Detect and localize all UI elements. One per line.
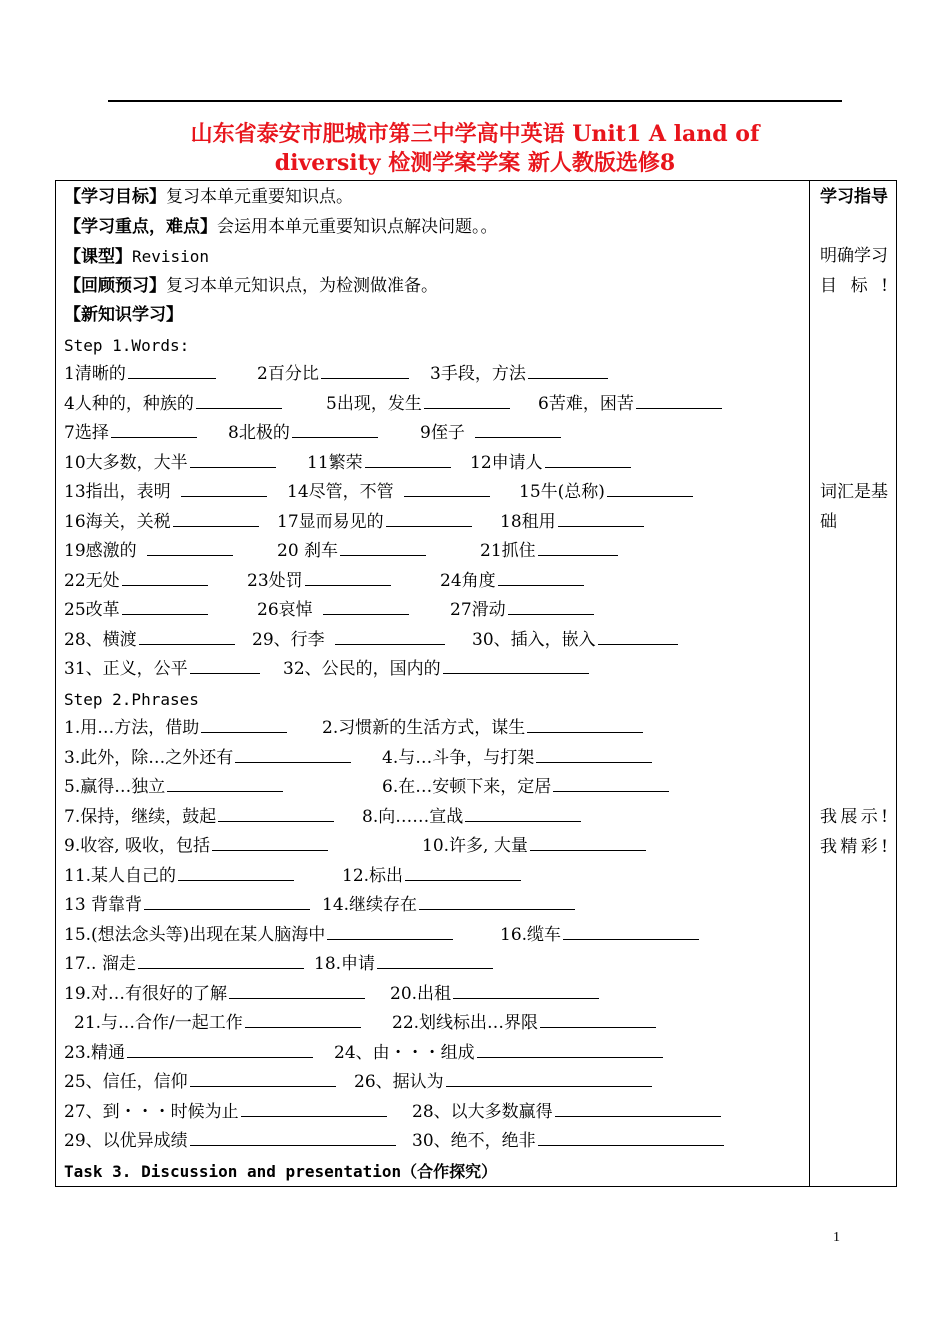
answer-blank[interactable] xyxy=(127,1040,313,1058)
phrase-row xyxy=(64,832,804,862)
guide-note-4 xyxy=(820,803,888,862)
phrase-row xyxy=(64,744,804,774)
title-line-2: diversity 检测学案学案 新人教版选修8 xyxy=(274,150,676,176)
word-item: 25改革 xyxy=(64,600,120,620)
answer-blank[interactable] xyxy=(424,391,510,409)
word-row xyxy=(64,626,804,656)
phrase-item: 25、信任，信仰 xyxy=(64,1072,188,1092)
focus-text: 会运用本单元重要知识点解决问题。。 xyxy=(217,216,498,237)
answer-blank[interactable] xyxy=(190,1069,336,1087)
answer-blank[interactable] xyxy=(181,479,267,497)
type-label: 【课型】 xyxy=(64,247,132,267)
phrase-item: 14.继续存在 xyxy=(322,895,418,915)
word-item: 1清晰的 xyxy=(64,364,126,384)
word-item: 22无处 xyxy=(64,570,120,591)
answer-blank[interactable] xyxy=(538,1128,724,1146)
word-item: 26哀悼 xyxy=(257,600,313,620)
phrase-item: 30、绝不，绝非 xyxy=(412,1131,536,1151)
word-row xyxy=(64,360,804,390)
phrase-row xyxy=(64,714,804,744)
answer-blank[interactable] xyxy=(528,361,608,379)
word-row xyxy=(64,508,804,538)
word-row xyxy=(64,567,804,597)
phrase-row xyxy=(64,1009,804,1039)
word-item: 16海关，关税 xyxy=(64,511,171,532)
answer-blank[interactable] xyxy=(536,745,652,763)
answer-blank[interactable] xyxy=(636,391,722,409)
answer-blank[interactable] xyxy=(218,804,334,822)
phrase-item: 23.精通 xyxy=(64,1042,126,1063)
word-item: 3手段，方法 xyxy=(430,364,526,384)
answer-blank[interactable] xyxy=(553,774,669,792)
word-row xyxy=(64,449,804,479)
answer-blank[interactable] xyxy=(405,863,521,881)
answer-blank[interactable] xyxy=(545,450,631,468)
goal-text: 复习本单元重要知识点。 xyxy=(166,187,353,207)
word-item: 10大多数，大半 xyxy=(64,452,188,473)
step2-heading: Step 2.Phrases xyxy=(64,689,199,709)
word-item: 12申请人 xyxy=(470,452,543,473)
answer-blank[interactable] xyxy=(147,538,233,556)
phrase-row xyxy=(64,773,804,803)
phrase-item: 13 背靠背 xyxy=(64,895,143,915)
answer-blank[interactable] xyxy=(235,745,351,763)
phrase-row xyxy=(64,803,804,833)
word-item: 4人种的，种族的 xyxy=(64,393,194,414)
answer-blank[interactable] xyxy=(229,981,365,999)
phrase-item: 18.申请 xyxy=(314,954,376,974)
phrase-item: 28、以大多数赢得 xyxy=(412,1101,553,1122)
phrase-item: 7.保持，继续，鼓起 xyxy=(64,806,217,827)
guide-text: 学习指导 xyxy=(820,187,888,207)
word-row xyxy=(64,655,804,685)
answer-blank[interactable] xyxy=(607,479,693,497)
top-rule xyxy=(108,100,842,102)
answer-blank[interactable] xyxy=(508,597,594,615)
answer-blank[interactable] xyxy=(241,1099,387,1117)
phrase-item: 6.在…安顿下来，定居 xyxy=(382,777,552,797)
answer-blank[interactable] xyxy=(419,892,575,910)
answer-blank[interactable] xyxy=(178,863,294,881)
word-item: 20 刹车 xyxy=(277,541,339,561)
answer-blank[interactable] xyxy=(128,361,216,379)
phrase-item: 21.与…合作/一起工作 xyxy=(74,1013,243,1033)
focus-label: 【学习重点，难点】 xyxy=(64,216,217,237)
answer-blank[interactable] xyxy=(327,922,453,940)
answer-blank[interactable] xyxy=(404,479,490,497)
answer-blank[interactable] xyxy=(190,450,276,468)
phrase-item: 24、由・・・组成 xyxy=(334,1042,475,1063)
answer-blank[interactable] xyxy=(122,597,208,615)
phrase-item: 4.与…斗争，与打架 xyxy=(382,747,535,768)
phrase-item: 20.出租 xyxy=(390,983,452,1004)
word-item: 23处罚 xyxy=(247,570,303,591)
answer-blank[interactable] xyxy=(530,833,646,851)
word-item: 15牛(总称) xyxy=(519,482,605,502)
answer-blank[interactable] xyxy=(292,420,378,438)
phrase-item: 16.缆车 xyxy=(500,924,562,945)
answer-blank[interactable] xyxy=(201,715,287,733)
word-item: 21抓住 xyxy=(480,541,536,561)
phrase-row xyxy=(64,921,804,951)
word-item: 14尽管，不管 xyxy=(287,482,394,502)
guide-text: 明确学习目标! xyxy=(820,246,888,296)
phrase-item: 15.(想法念头等)出现在某人脑海中 xyxy=(64,924,326,945)
phrase-row xyxy=(64,1098,804,1128)
step1-heading: Step 1.Words: xyxy=(64,335,190,355)
answer-blank[interactable] xyxy=(167,774,283,792)
phrase-item: 17.. 溜走 xyxy=(64,954,136,974)
word-item: 9侄子 xyxy=(420,423,465,443)
phrase-row xyxy=(64,1127,804,1157)
phrase-item: 19.对…有很好的了解 xyxy=(64,983,228,1004)
word-item: 27滑动 xyxy=(450,600,506,620)
guide-note-2 xyxy=(820,242,888,301)
word-row xyxy=(64,537,804,567)
answer-blank[interactable] xyxy=(139,627,235,645)
phrase-row xyxy=(64,980,804,1010)
type-text: Revision xyxy=(132,247,210,266)
answer-blank[interactable] xyxy=(563,922,699,940)
word-item: 31、正义，公平 xyxy=(64,659,188,679)
answer-blank[interactable] xyxy=(245,1010,361,1028)
answer-blank[interactable] xyxy=(335,627,445,645)
word-item: 28、横渡 xyxy=(64,629,137,650)
answer-blank[interactable] xyxy=(190,656,260,674)
answer-blank[interactable] xyxy=(138,951,304,969)
phrase-item: 11.某人自己的 xyxy=(64,865,177,886)
guide-note-1 xyxy=(820,183,888,213)
phrase-item: 27、到・・・时候为止 xyxy=(64,1101,239,1122)
word-item: 17显而易见的 xyxy=(277,511,384,532)
phrase-item: 3.此外，除…之外还有 xyxy=(64,747,234,768)
answer-blank[interactable] xyxy=(111,420,197,438)
answer-blank[interactable] xyxy=(173,509,259,527)
guide-note-3 xyxy=(820,478,888,537)
word-row xyxy=(64,419,804,449)
column-divider xyxy=(809,180,810,1187)
phrase-item: 1.用…方法，借助 xyxy=(64,718,200,738)
word-item: 7选择 xyxy=(64,423,109,443)
answer-blank[interactable] xyxy=(305,568,391,586)
review-label: 【回顾预习】 xyxy=(64,275,166,296)
phrase-item: 9.收容, 吸收，包括 xyxy=(64,836,211,856)
answer-blank[interactable] xyxy=(475,420,561,438)
page-number: 1 xyxy=(833,1230,840,1245)
answer-blank[interactable] xyxy=(321,361,409,379)
answer-blank[interactable] xyxy=(538,538,618,556)
phrase-row xyxy=(64,1039,804,1069)
answer-blank[interactable] xyxy=(540,1010,656,1028)
goal-label: 【学习目标】 xyxy=(64,187,166,207)
word-item: 18租用 xyxy=(500,511,556,532)
phrase-item: 10.许多, 大量 xyxy=(422,836,528,856)
answer-blank[interactable] xyxy=(190,1128,396,1146)
new-learning-label: 【新知识学习】 xyxy=(64,305,183,325)
phrase-item: 26、据认为 xyxy=(354,1072,444,1092)
phrase-row xyxy=(64,891,804,921)
phrase-row xyxy=(64,862,804,892)
phrase-item: 8.向……宣战 xyxy=(362,806,464,827)
word-row xyxy=(64,478,804,508)
word-item: 5出现，发生 xyxy=(326,393,422,414)
answer-blank[interactable] xyxy=(196,391,282,409)
phrase-item: 22.划线标出…界限 xyxy=(392,1013,539,1033)
phrase-item: 5.赢得…独立 xyxy=(64,777,166,797)
guide-text: 我展示! 我精彩! xyxy=(820,807,888,857)
answer-blank[interactable] xyxy=(212,833,328,851)
word-row xyxy=(64,596,804,626)
answer-blank[interactable] xyxy=(340,538,426,556)
task3-heading: Task 3. Discussion and presentation（合作探究） xyxy=(64,1161,498,1181)
review-text: 复习本单元知识点，为检测做准备。 xyxy=(166,275,438,296)
phrase-item: 12.标出 xyxy=(342,865,404,886)
word-item: 30、插入，嵌入 xyxy=(472,629,596,650)
answer-blank[interactable] xyxy=(443,656,589,674)
answer-blank[interactable] xyxy=(555,1099,721,1117)
phrase-item: 2.习惯新的生活方式，谋生 xyxy=(322,718,526,738)
phrase-item: 29、以优异成绩 xyxy=(64,1131,188,1151)
word-item: 2百分比 xyxy=(257,364,319,384)
answer-blank[interactable] xyxy=(453,981,599,999)
answer-blank[interactable] xyxy=(323,597,409,615)
phrase-row xyxy=(64,1068,804,1098)
title-line-1: 山东省泰安市肥城市第三中学高中英语 Unit1 A land of xyxy=(190,121,760,147)
answer-blank[interactable] xyxy=(527,715,643,733)
answer-blank[interactable] xyxy=(386,509,472,527)
answer-blank[interactable] xyxy=(446,1069,652,1087)
answer-blank[interactable] xyxy=(122,568,208,586)
word-item: 32、公民的，国内的 xyxy=(283,659,441,679)
answer-blank[interactable] xyxy=(465,804,581,822)
word-item: 6苦难，困苦 xyxy=(538,393,634,414)
phrase-row xyxy=(64,950,804,980)
word-row xyxy=(64,390,804,420)
word-item: 13指出，表明 xyxy=(64,482,171,502)
main-column xyxy=(64,183,804,1186)
answer-blank[interactable] xyxy=(365,450,451,468)
word-item: 19感激的 xyxy=(64,541,137,561)
answer-blank[interactable] xyxy=(498,568,584,586)
word-item: 24角度 xyxy=(440,570,496,591)
answer-blank[interactable] xyxy=(144,892,310,910)
answer-blank[interactable] xyxy=(598,627,678,645)
word-item: 29、行李 xyxy=(252,629,325,650)
document-title xyxy=(60,120,890,178)
answer-blank[interactable] xyxy=(377,951,493,969)
word-item: 8北极的 xyxy=(228,423,290,443)
answer-blank[interactable] xyxy=(477,1040,663,1058)
answer-blank[interactable] xyxy=(558,509,644,527)
word-item: 11繁荣 xyxy=(307,452,363,473)
guide-text: 词汇是基础 xyxy=(820,482,888,532)
